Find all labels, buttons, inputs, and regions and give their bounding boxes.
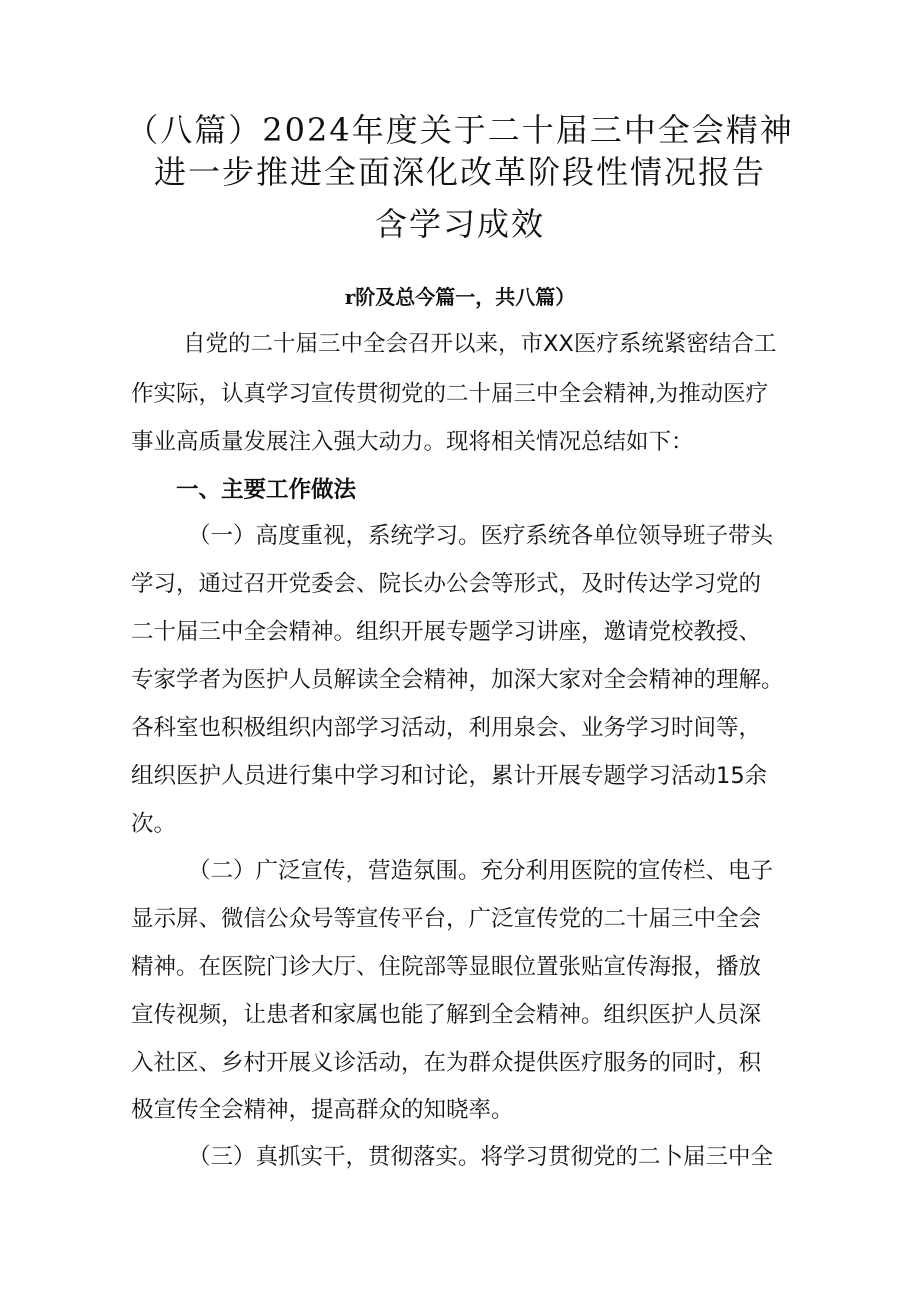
intro-line-3: 事业高质量发展注入强大动力。现将相关情况总结如下： [131, 429, 694, 455]
intro-line-1: 自党的二十届三中全会召开以来，市XX医疗系统紧密结合工 [183, 331, 777, 357]
document-subtitle: r阶及总今篇一，共八篇） [344, 285, 576, 309]
document-title-line-1: （八篇）2024年度关于二十届三中全会精神 [126, 111, 794, 149]
intro-line-2: 作实际，认真学习宣传贯彻党的二十届三中全会精神,为推动医疗 [131, 381, 769, 407]
para1-line-5: 各科室也积极组织内部学习活动，利用泉会、业务学习时间等， [131, 715, 762, 741]
para2-line-2: 显示屏、微信公众号等宣传平台，广泛宣传党的二十届三中全会 [131, 906, 762, 932]
para1-line-4: 专家学者为医护人员解读全会精神，加深大家对全会精神的理解。 [131, 667, 784, 693]
para1-line-1: （一）高度重视，系统学习。医疗系统各单位领导班子带头 [188, 523, 774, 549]
para2-line-4: 宣传视频，让患者和家属也能了解到全会精神。组织医护人员深 [131, 1002, 762, 1028]
para3-line-1: （三）真抓实干，贯彻落实。将学习贯彻党的二卜届三中全 [188, 1144, 774, 1170]
para2-line-1: （二）广泛宣传，营造氛围。充分利用医院的宣传栏、电子 [188, 858, 774, 884]
section-heading: 一、主要工作做法 [176, 477, 357, 503]
document-title-line-3: 含学习成效 [374, 205, 545, 243]
para1-line-2: 学习，通过召开党委会、院长办公会等形式，及时传达学习党的 [131, 571, 762, 597]
para2-line-3: 精神。在医院门诊大厅、住院部等显眼位置张贴宣传海报，播放 [131, 954, 762, 980]
document-title-line-2: 进一步推进全面深化改革阶段性情况报告 [153, 153, 766, 191]
para2-line-5: 入社区、乡村开展义诊活动，在为群众提供医疗服务的同时，积 [131, 1050, 762, 1076]
para1-line-3: 二十届三中全会精神。组织开展专题学习讲座，邀请党校教授、 [131, 619, 762, 645]
para2-line-6: 极宣传全会精神，提高群众的知晓率。 [131, 1097, 514, 1123]
para1-line-7: 次。 [131, 811, 177, 837]
para1-line-6: 组织医护人员进行集中学习和讨论，累计开展专题学习活动15余 [131, 763, 768, 789]
